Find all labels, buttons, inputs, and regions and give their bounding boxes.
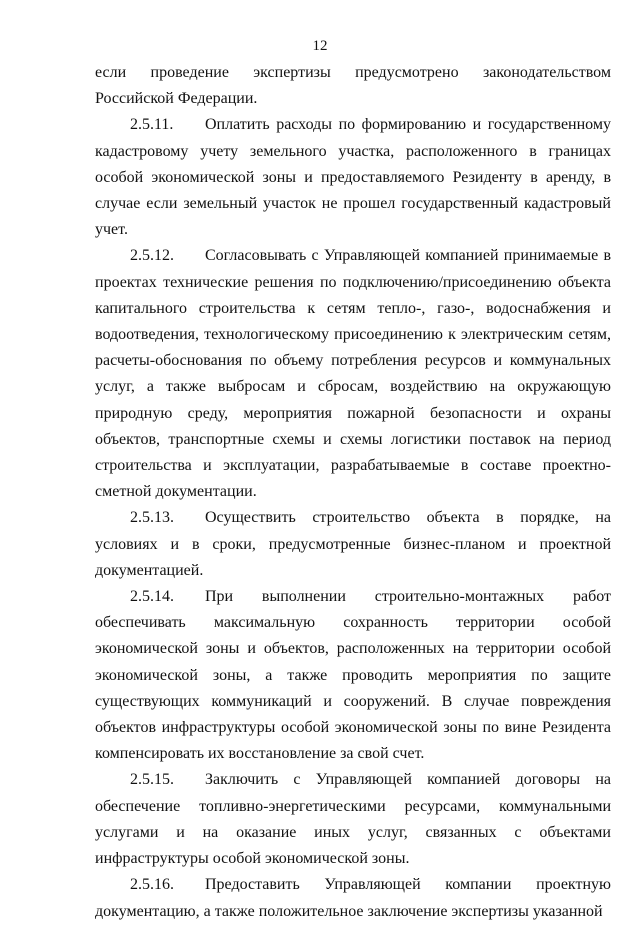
clause-text: Оплатить расходы по формированию и государственному кадастровому учету земельного участка, расположенного в границах особой экономической зоны и предоставляемого Резиденту в аренду, в случае если земельный участок не прошел государственный кадастровый учет. <box>95 116 611 239</box>
clause-text: Заключить с Управляющей компанией договоры на обеспечение топливно-энергетическими ресурсами, коммунальными услугами и на оказание иных услуг, связанных с объектами инфраструктуры особой экономической зоны. <box>95 771 611 868</box>
clause-2-5-13 <box>95 505 611 584</box>
clause-2-5-16 <box>95 872 611 924</box>
clause-number: 2.5.14. <box>130 588 174 606</box>
clause-number: 2.5.12. <box>130 247 174 265</box>
clause-text: Осуществить строительство объекта в порядке, на условиях и в сроки, предусмотренные бизнес-планом и проектной документацией. <box>95 509 611 579</box>
document-body <box>95 60 611 925</box>
clause-2-5-15 <box>95 767 611 872</box>
clause-number: 2.5.16. <box>130 876 174 894</box>
clause-number: 2.5.15. <box>130 771 174 789</box>
clause-number: 2.5.11. <box>130 116 174 134</box>
clause-2-5-14 <box>95 584 611 767</box>
clause-text: Согласовывать с Управляющей компанией принимаемые в проектах технические решения по подключению/присоединению объекта капитального строительства к сетям тепло-, газо-, водоснабжения и водоотведения, технологическому присоединению к электрическим сетям, расчеты-обоснования по объему потребления ресурсов и коммунальных услуг, а также выбросам и сбросам, воздействию на окружающую природную среду, мероприятия пожарной безопасности и охраны объектов, транспортные схемы и схемы логистики поставок на период строительства и эксплуатации, разрабатываемые в составе проектно-сметной документации. <box>95 247 611 501</box>
clause-2-5-11 <box>95 112 611 243</box>
clause-text: При выполнении строительно-монтажных работ обеспечивать максимальную сохранность территории особой экономической зоны и объектов, расположенных на территории особой экономической зоны, а также проводить мероприятия по защите существующих коммуникаций и сооружений. В случае повреждения объектов инфраструктуры особой экономической зоны по вине Резидента компенсировать их восстановление за свой счет. <box>95 588 611 763</box>
paragraph-continuation <box>95 60 611 112</box>
clause-number: 2.5.13. <box>130 509 174 527</box>
clause-text: Предоставить Управляющей компании проектную документацию, а также положительное заключение экспертизы указанной <box>95 876 611 920</box>
page-number: 12 <box>312 38 328 54</box>
paragraph-text: если проведение экспертизы предусмотрено законодательством Российской Федерации. <box>95 64 611 108</box>
clause-2-5-12 <box>95 243 611 505</box>
